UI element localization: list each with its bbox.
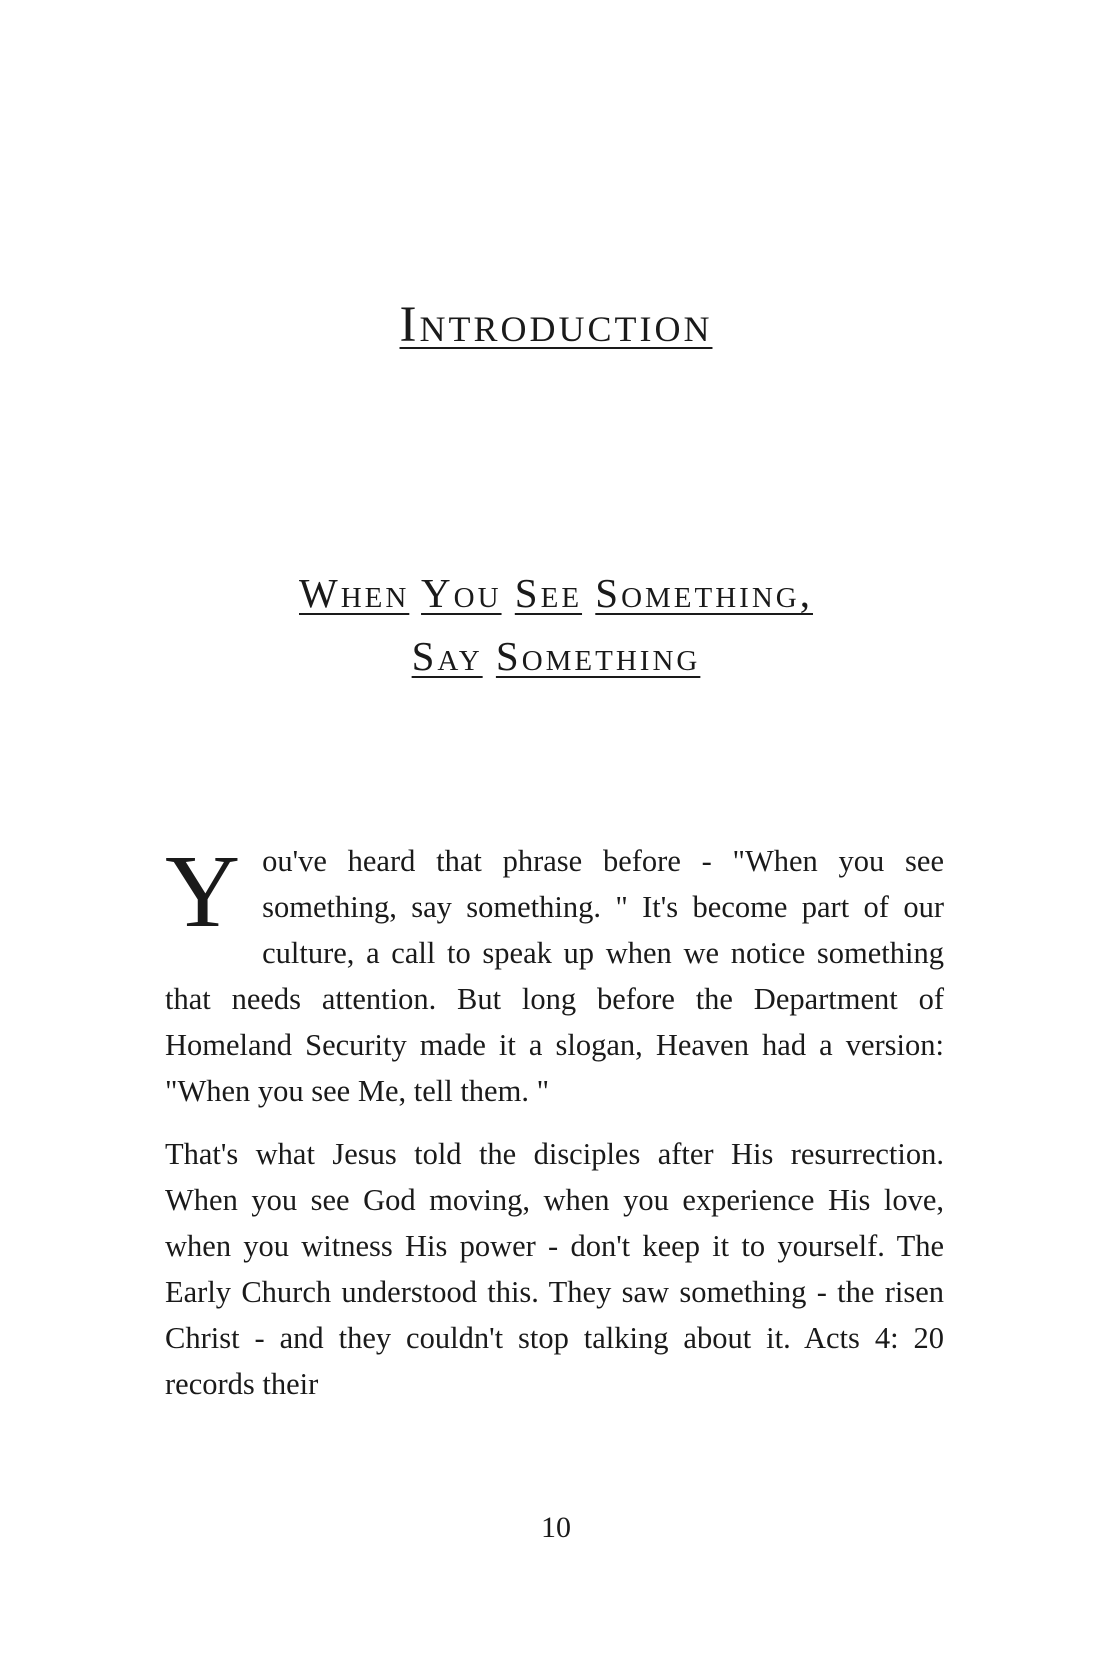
section-title <box>0 562 1112 688</box>
paragraph-2: That's what Jesus told the disciples after His resurrection. When you see God moving, when you experience His love, when you witness His power - don't keep it to yourself. The Early Church understood this. They saw something - the risen Christ - and they couldn't stop talking about it. Acts 4: 20 records their <box>165 1137 944 1401</box>
section-title-word: When <box>299 570 410 616</box>
page-number: 10 <box>541 1511 571 1544</box>
section-title-word: See <box>514 570 583 616</box>
chapter-title-text: Introduction <box>399 297 713 353</box>
drop-cap: Y <box>165 834 241 949</box>
section-title-word: Something, <box>595 570 813 616</box>
chapter-title <box>0 297 1112 353</box>
body-text <box>165 834 944 1424</box>
section-title-word: You <box>421 570 502 616</box>
section-title-word: Something <box>495 633 701 679</box>
paragraph-1-text: ou've heard that phrase before - "When you see something, say something. " It's become part of our culture, a call to speak up when we notice something that needs attention. But long before the Department of Homeland Security made it a slogan, Heaven had a version: "When you see Me, tell them. " <box>165 844 944 1108</box>
section-title-word: Say <box>411 633 483 679</box>
paragraph-1 <box>165 834 944 1114</box>
